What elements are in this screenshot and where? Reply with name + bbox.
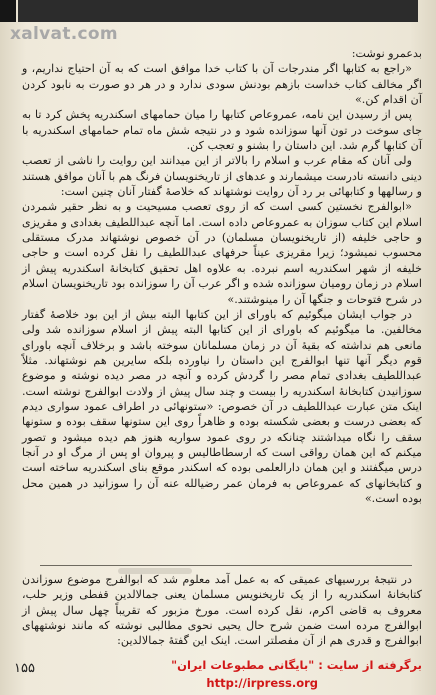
section-divider (40, 565, 412, 566)
page-footer (0, 658, 436, 695)
body-text (22, 46, 422, 506)
paragraph: ولی آنان که مقام عرب و اسلام را بالاتر از این میدانند این روایت را ناشی از تعصب دینی دانسته نادرست میشمارند و عدهای از تاریخنویسان فرنگ هم با آنان موافق هستند و رسالهها و کتابهائی بر رد آن روایت نوشتهاند که خلاصهٔ گفتار آنان چنین است: (22, 154, 422, 199)
paragraph: «ابوالفرج نخستین کسی است که از روی تعصب مسیحیت و به نظر حقیر شمردن اسلام این کتاب سوزان به عمروعاص داده است. اما آنچه عبداللطیف بغدادی و مقریزی و حاجی خلیفه (از تاریخنویسان مسلمان) در آن خصوص نوشتهاند مدرک مستقلی محسوب نمیشود؛ زیرا مقریزی عیناً حرفهای عبداللطیف را نقل کرده است و حاجی خلیفه از شهر اسکندریه اسم نبرده. به علاوه اهل تحقیق کتابخانهٔ اسکندریه پیش از اسلام در زمان رومیان سوزانده شده و اگر عرب آن را سوزانده بود تاریخنویسان اسلام در شرح فتوحات و جنگها آن را مینوشتند.» (22, 200, 422, 306)
scan-top-edge (18, 0, 418, 22)
paragraph: در جواب ایشان میگوئیم که باورای از این کتابها البته بیش از این بود خلاصهٔ گفتار مخالفین. ما میگوئیم که باورای از این کتابها البته پیش از اسلام سوزانده شد ولی مانعی هم نداشته که بقیهٔ آن در زمان مسلمانان سوخته باشد و برخلاف آنچه باورای قوم دیگر آنها تنها ابوالفرج این داستان را نیاورده بلکه سایرین هم نوشتهاند. مثلاً عبداللطیف بغدادی تمام مصر را گردش کرده و آنچه در مصر دیده نوشته و موضوع سوزانیدن کتابخانهٔ اسکندریه را بیست و چند سال پیش از ولادت ابوالفرج نوشته است. اینک متن عبارت عبداللطیف در آن خصوص: «ستونهائی در اطراف عمود سواری دیدم که بعضی درست و بعضی شکسته بوده و ظاهراً روی این ستونها سقف بوده و ستونها سقف را نگاه میداشتند چنانکه در روی عمود سواریه هنوز هم دیده میشود و تصور میکنم که این همان رواقی است که ارسطاطالیس و پیروان او پس از مرگ او در آنجا درس میگفتند و این همان دارالعلمی بوده که اسکندر موقع بنای اسکندریه ساخته است و کتابخانهای که عمروعاص به فرمان عمر رضیالله عنه آن را سوزانید در همین محل بوده است.» (22, 307, 422, 505)
body-text-bottom (22, 572, 422, 649)
paragraph: بدعمرو نوشت: (351, 47, 422, 60)
page-number: ۱۵۵ (14, 661, 35, 676)
paragraph: «راجع به کتابها اگر مندرجات آن با کتاب خدا موافق است که به آن احتیاج نداریم، و اگر مخالف کتاب خداست بازهم بودنش سودی ندارد و در هر دو صورت به نابود کردن آن اقدام کن.» (22, 62, 422, 107)
site-watermark: xalvat.com (10, 24, 118, 44)
source-link[interactable]: http://irpress.org (206, 676, 318, 690)
source-credit: برگرفته از سایت : "بایگانی مطبوعات ایران" (171, 658, 422, 672)
paragraph: پس از رسیدن این نامه، عمروعاص کتابها را میان حمامهای اسکندریه پخش کرد تا به جای سوخت در تون آنها سوزانده شود و در نتیجه شش ماه تمام حمامهای اسکندریه با آن کتابها گرم شد. این داستان را بشنو و تعجب کن. (22, 108, 422, 153)
paragraph: در نتیجهٔ بررسیهای عمیقی که به عمل آمد معلوم شد که ابوالفرج موضوع سوزاندن کتابخانهٔ اسکندریه را از یک تاریخنویس مسلمان یعنی جمالالدین قفطی وزیر حلب، معروف به قاضی اکرم، نقل کرده است. مورخ مزبور که تقریباً چهل سال پیش از ابوالفرج مرده است ضمن شرح حال یحیی نحوی مطالبی نوشته که مانند نوشتههای ابوالفرج و قدری هم از آن مفصلتر است. اینک این گفتهٔ جمالالدین: (22, 573, 422, 648)
scan-corner-shadow (0, 0, 16, 22)
